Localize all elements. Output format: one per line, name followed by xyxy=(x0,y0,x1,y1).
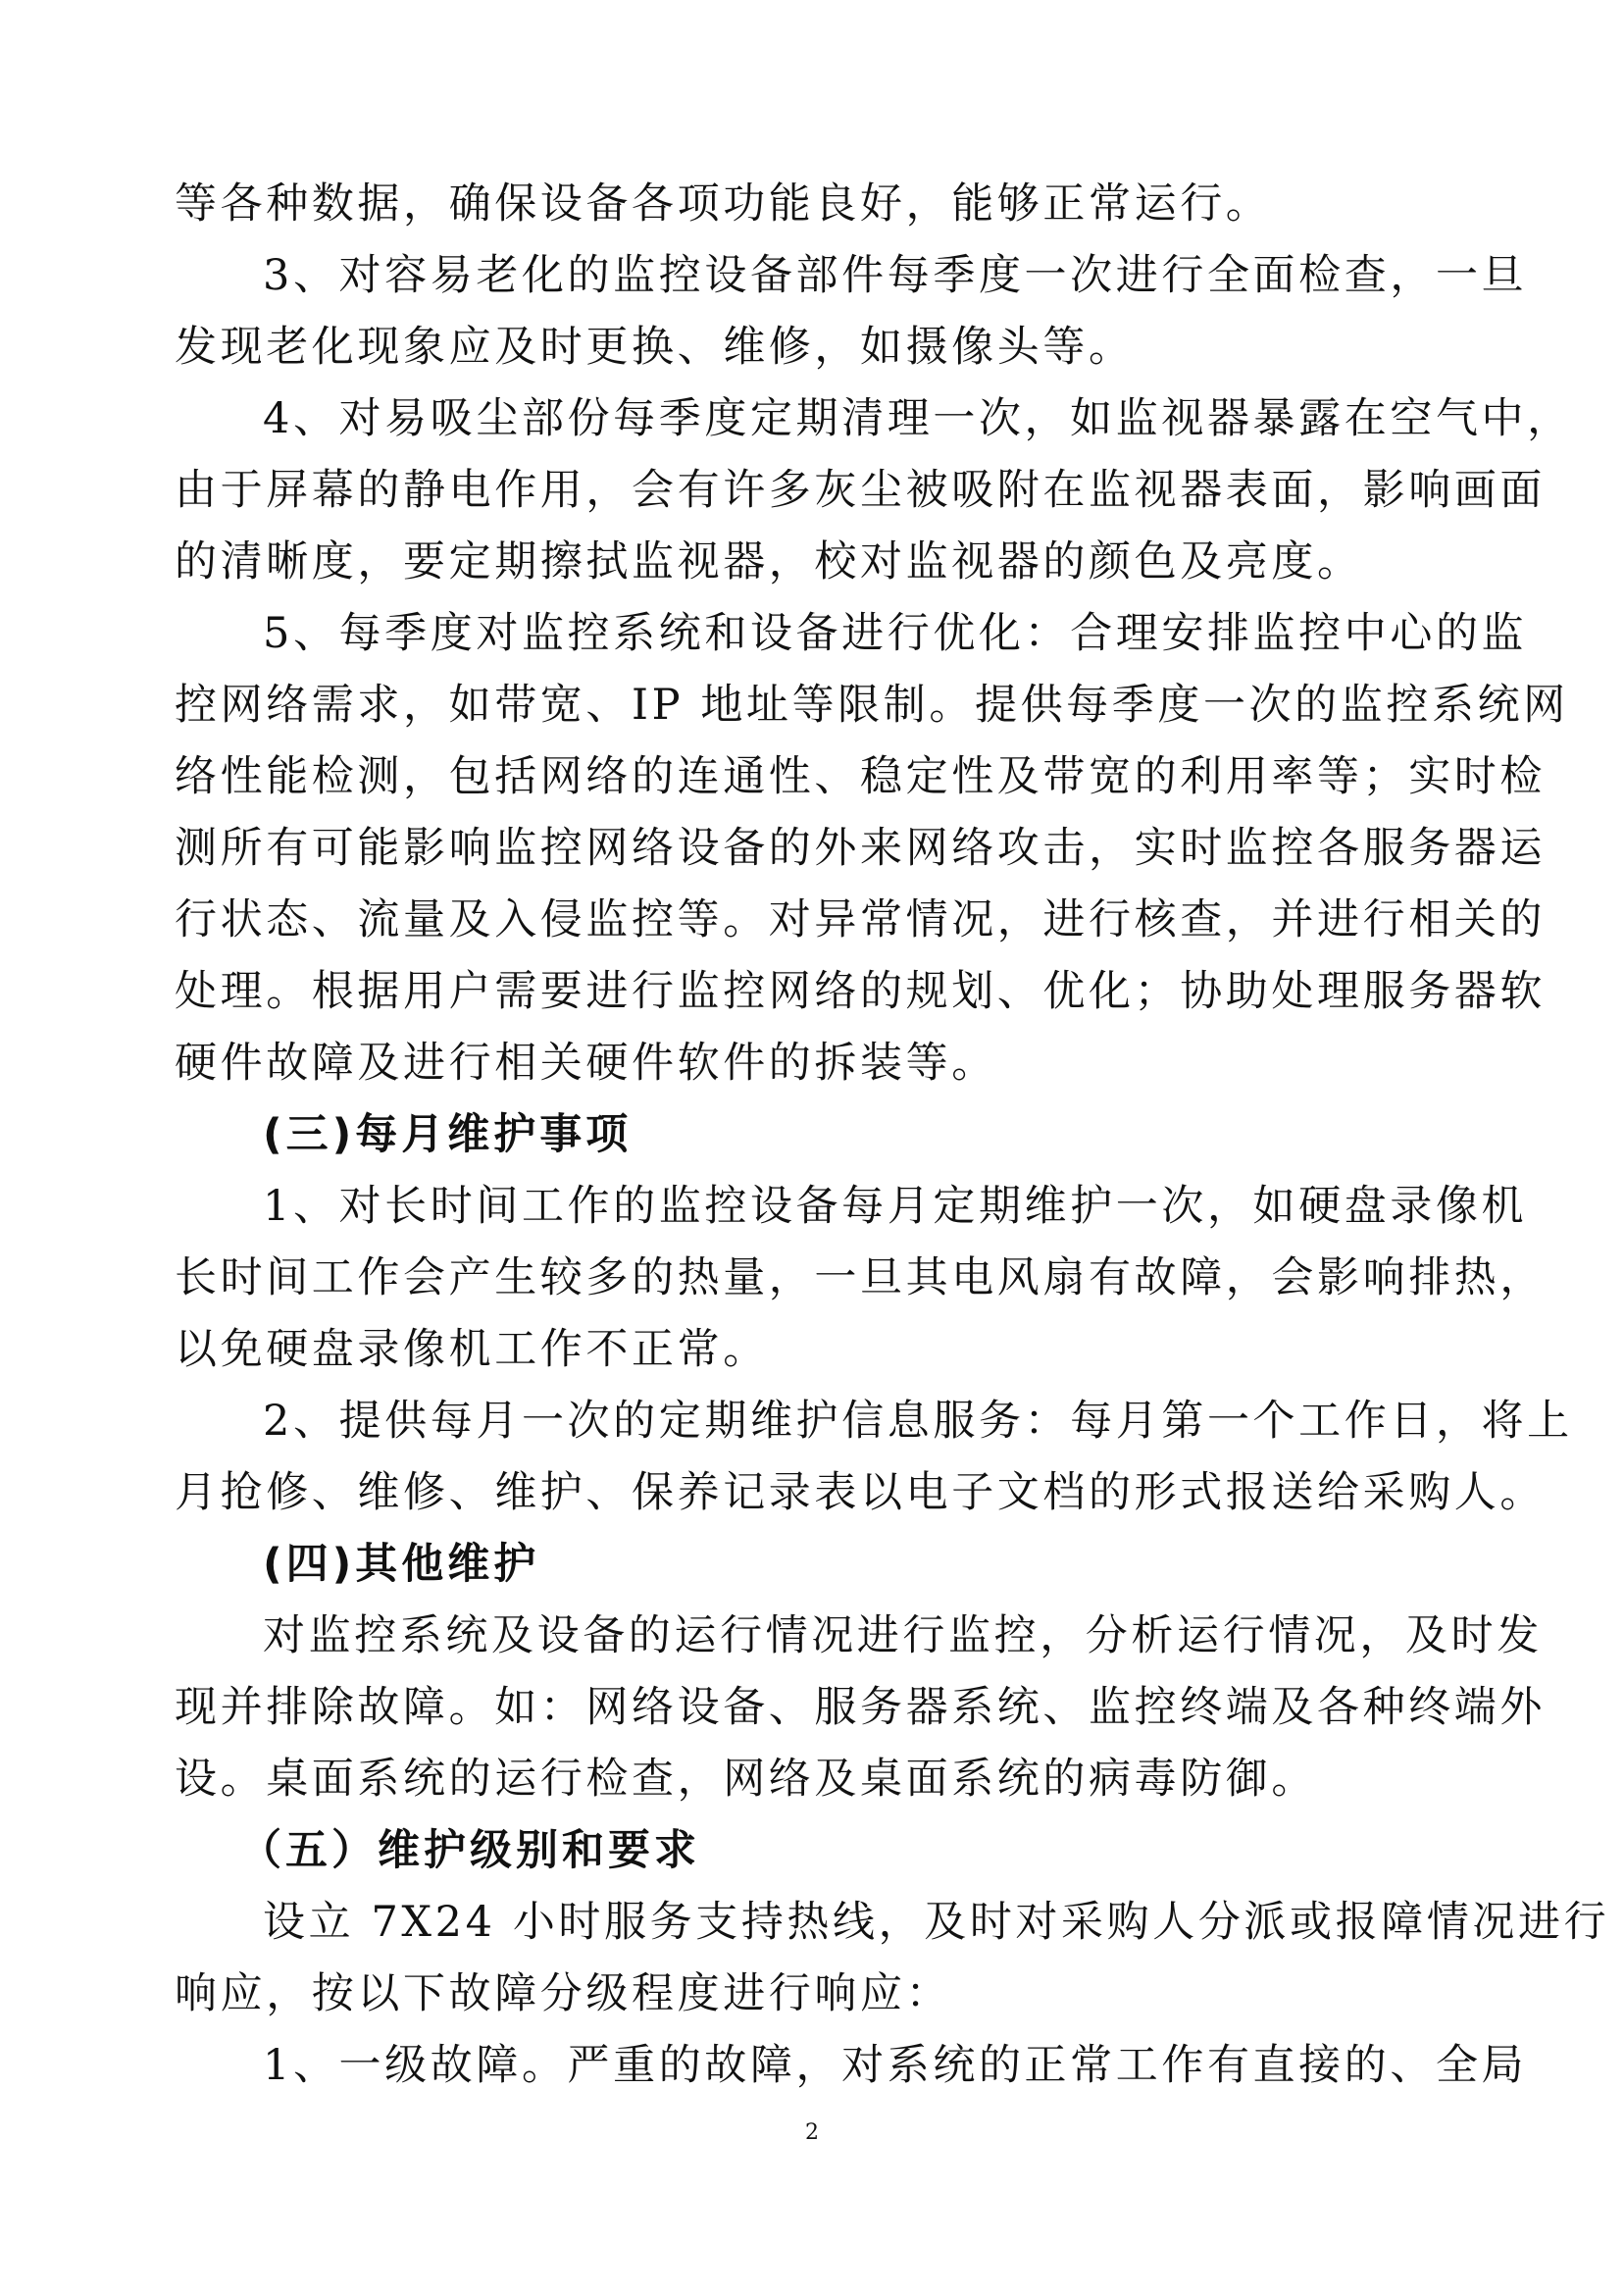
section-heading: (三)每月维护事项 xyxy=(263,1110,633,1159)
text-line: 设立 7X24 小时服务支持热线，及时对采购人分派或报障情况进行 xyxy=(263,1898,1610,1947)
page-number: 2 xyxy=(805,2120,819,2145)
section-heading: （五）维护级别和要求 xyxy=(239,1826,700,1875)
text-line: 5、每季度对监控系统和设备进行优化：合理安排监控中心的监 xyxy=(263,609,1528,658)
text-line: 控网络需求，如带宽、IP 地址等限制。提供每季度一次的监控系统网 xyxy=(175,681,1569,730)
text-line: 对监控系统及设备的运行情况进行监控，分析运行情况，及时发 xyxy=(263,1611,1543,1660)
text-line: 由于屏幕的静电作用，会有许多灰尘被吸附在监视器表面，影响画面 xyxy=(175,466,1546,515)
text-line: 络性能检测，包括网络的连通性、稳定性及带宽的利用率等；实时检 xyxy=(175,752,1546,801)
text-line: 2、提供每月一次的定期维护信息服务：每月第一个工作日，将上 xyxy=(263,1397,1573,1446)
text-line: 行状态、流量及入侵监控等。对异常情况，进行核查，并进行相关的 xyxy=(175,895,1546,944)
text-line: 长时间工作会产生较多的热量，一旦其电风扇有故障，会影响排热， xyxy=(175,1253,1546,1302)
text-line: 1、一级故障。严重的故障，对系统的正常工作有直接的、全局 xyxy=(263,2041,1528,2090)
text-line: 设。桌面系统的运行检查，网络及桌面系统的病毒防御。 xyxy=(175,1755,1317,1804)
text-line: 现并排除故障。如：网络设备、服务器系统、监控终端及各种终端外 xyxy=(175,1683,1546,1732)
text-line: 处理。根据用户需要进行监控网络的规划、优化；协助处理服务器软 xyxy=(175,967,1546,1016)
text-line: 月抢修、维修、维护、保养记录表以电子文档的形式报送给采购人。 xyxy=(175,1468,1546,1517)
text-line: 的清晰度，要定期擦拭监视器，校对监视器的颜色及亮度。 xyxy=(175,537,1363,586)
text-line: 4、对易吸尘部份每季度定期清理一次，如监视器暴露在空气中， xyxy=(263,394,1573,443)
section-heading: (四)其他维护 xyxy=(263,1540,540,1589)
text-line: 测所有可能影响监控网络设备的外来网络攻击，实时监控各服务器运 xyxy=(175,824,1546,873)
text-line: 响应，按以下故障分级程度进行响应： xyxy=(175,1969,952,2018)
text-line: 1、对长时间工作的监控设备每月定期维护一次，如硬盘录像机 xyxy=(263,1182,1528,1231)
text-line: 发现老化现象应及时更换、维修，如摄像头等。 xyxy=(175,323,1135,372)
text-line: 3、对容易老化的监控设备部件每季度一次进行全面检查，一旦 xyxy=(263,251,1528,300)
text-line: 以免硬盘录像机工作不正常。 xyxy=(175,1325,769,1374)
text-line: 硬件故障及进行相关硬件软件的拆装等。 xyxy=(175,1039,997,1088)
text-line: 等各种数据，确保设备各项功能良好，能够正常运行。 xyxy=(175,179,1272,229)
